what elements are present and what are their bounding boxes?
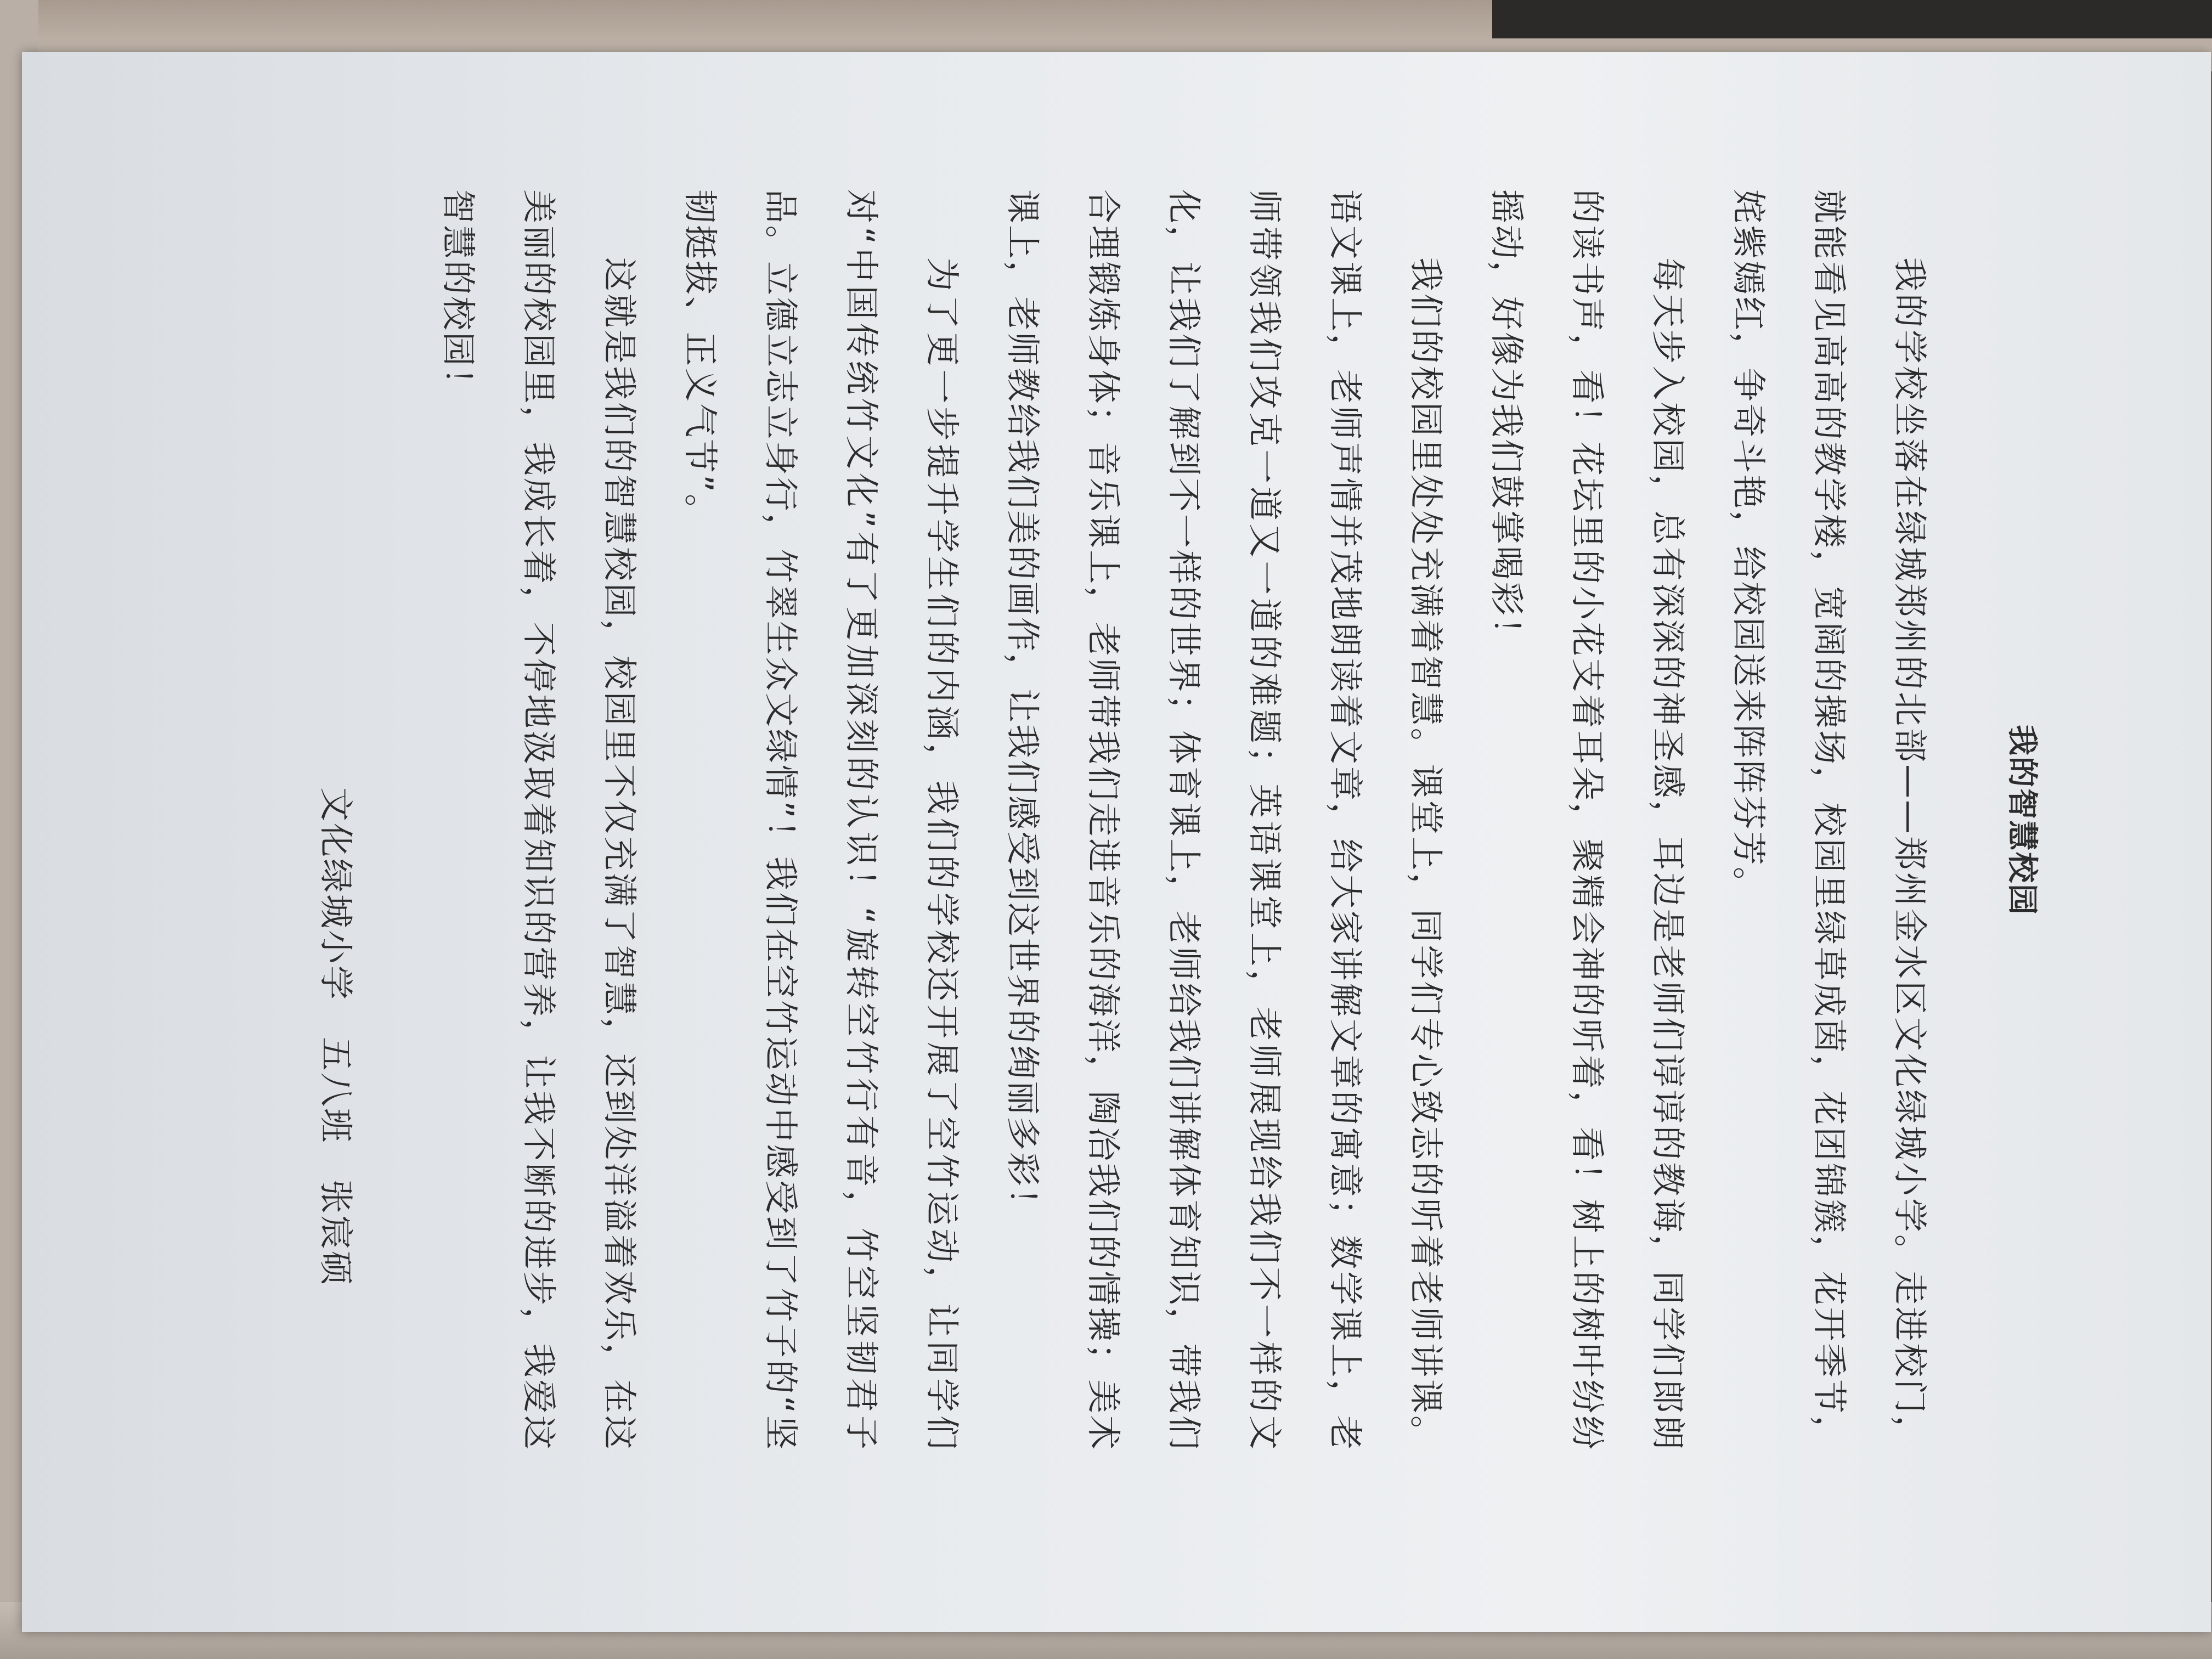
background-top-right	[1492, 0, 2212, 38]
document-rotated	[22, 52, 2211, 1588]
paper-sheet	[22, 52, 2211, 1632]
paragraph-4: 为了更一步提升学生们的内涵，我们的学校还开展了空竹运动，让同学们对“中国传统竹文化”有了更加深刻的认识！“旋转空竹行有音，竹空坚韧君子品。立德立志立身行，竹翠生众文绿情”！我们在空竹运动中感受到了竹子的“坚韧挺拔、正义气节”。	[680, 189, 962, 1451]
paragraph-3: 我们的校园里处处充满着智慧。课堂上，同学们专心致志的听着老师讲课。语文课上，老师声情并茂地朗读着文章，给大家讲解文章的寓意；数学课上，老师带领我们攻克一道又一道的难题；英语课堂上，老师展现给我们不一样的文化，让我们了解到不一样的世界；体育课上，老师给我们讲解体育知识，带我们合理锻炼身体；音乐课上，老师带我们走进音乐的海洋，陶冶我们的情操；美术课上，老师教给我们美的画作，让我们感受到这世界的绚丽多彩！	[1003, 189, 1446, 1451]
document-title: 我的智慧校园	[2004, 725, 2040, 916]
paragraph-1: 我的学校坐落在绿城郑州的北部——郑州金水区文化绿城小学。走进校门，就能看见高高的教学楼，宽阔的操场，校园里绿草成茵，花团锦簇，花开季节，姹紫嫣红，争奇斗艳，给校园送来阵阵芬芳。	[1729, 189, 1930, 1451]
paragraph-2: 每天步入校园，总有深深的神圣感，耳边是老师们谆谆的教诲，同学们郎朗的读书声，看！花坛里的小花支着耳朵，聚精会神的听着，看！树上的树叶纷纷摇动，好像为我们鼓掌喝彩！	[1487, 189, 1688, 1451]
signature: 文化绿城小学 五八班 张宸硕	[316, 787, 356, 1286]
document-body	[314, 189, 2046, 1451]
paragraph-5: 这就是我们的智慧校园，校园里不仅充满了智慧，还到处洋溢着欢乐，在这美丽的校园里，我成长着，不停地汲取着知识的营养，让我不断的进步，我爱这智慧的校园！	[438, 189, 640, 1451]
